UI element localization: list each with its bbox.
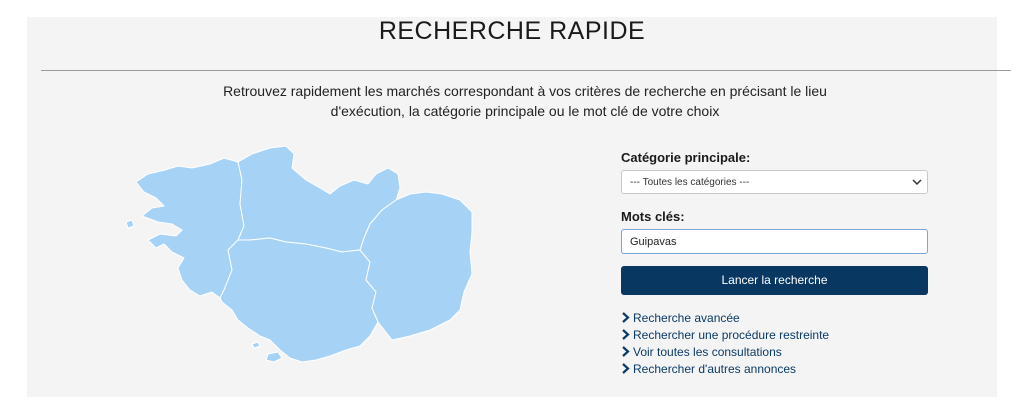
chevron-right-icon [621, 363, 630, 374]
map-region-morbihan[interactable] [220, 238, 378, 362]
search-button[interactable]: Lancer la recherche [621, 266, 928, 295]
brittany-map [120, 140, 500, 375]
keywords-value: Guipavas [630, 236, 677, 248]
link-label: Voir toutes les consultations [633, 344, 782, 359]
intro-text [222, 81, 828, 121]
map-island-belle-ile [266, 352, 282, 362]
link-restricted-procedure[interactable] [621, 326, 941, 343]
map-region-finistere[interactable] [136, 158, 244, 298]
link-advanced-search[interactable] [621, 309, 941, 326]
category-selected-value: --- Toutes les catégories --- [630, 177, 750, 188]
chevron-right-icon [621, 329, 630, 340]
chevron-right-icon [621, 346, 630, 357]
chevron-right-icon [621, 312, 630, 323]
keywords-input[interactable] [621, 229, 928, 254]
map-island-ouessant [126, 220, 134, 228]
title-divider [41, 70, 1011, 71]
link-label: Rechercher d'autres annonces [633, 361, 797, 376]
keywords-label: Mots clés: [621, 209, 685, 224]
page-title: RECHERCHE RAPIDE [378, 17, 646, 45]
link-all-consultations[interactable] [621, 343, 941, 360]
map-island-groix [252, 342, 260, 348]
chevron-down-icon [911, 176, 923, 188]
category-label: Catégorie principale: [621, 150, 751, 165]
intro-line-2: d'exécution, la catégorie principale ou le mot clé de votre choix [330, 103, 720, 119]
category-select[interactable] [621, 170, 928, 194]
quick-links [621, 309, 941, 377]
link-label: Recherche avancée [633, 310, 740, 325]
intro-line-1: Retrouvez rapidement les marchés correspondant à vos critères de recherche en précisant le lieu [223, 83, 827, 99]
link-other-announcements[interactable] [621, 360, 941, 377]
link-label: Rechercher une procédure restreinte [633, 327, 830, 342]
